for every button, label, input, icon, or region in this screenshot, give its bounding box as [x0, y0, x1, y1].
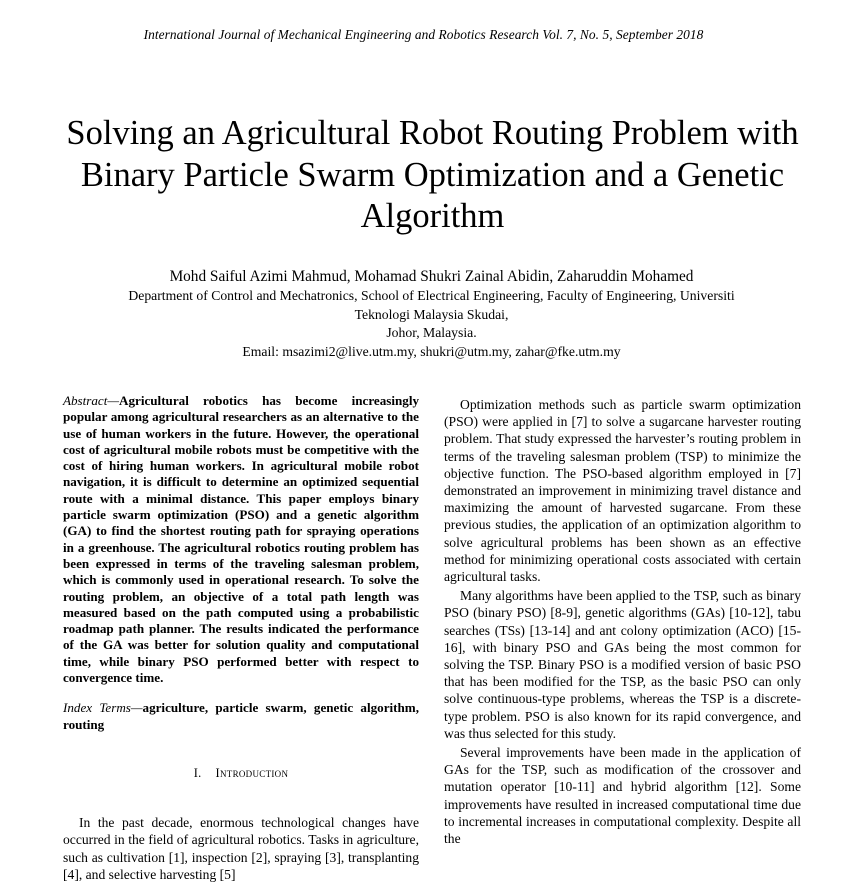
left-column	[63, 393, 419, 883]
section-number: I.	[193, 765, 202, 780]
section-title: Introduction	[215, 765, 289, 780]
email-line: Email: msazimi2@live.utm.my, shukri@utm.my, zahar@fke.utm.my	[242, 343, 621, 359]
index-terms-text: agriculture, particle swarm, genetic algorithm, routing	[63, 700, 419, 732]
journal-header: International Journal of Mechanical Engineering and Robotics Research Vol. 7, No. 5, September 2018	[143, 27, 704, 42]
affiliation-line: Teknologi Malaysia Skudai,	[354, 306, 509, 322]
abstract-text: Agricultural robotics has become increasingly popular among agricultural researchers as an alternative to the use of human workers in the future. However, the operational cost of agricultural mobile robots must be competitive with the cost of hiring human workers. In agricultural mobile robot navigation, it is difficult to determine an optimized sequential route with a minimal distance. This paper employs binary particle swarm optimization (PSO) and a genetic algorithm (GA) to find the shortest routing path for spraying operations in a greenhouse. The agricultural robotics routing problem has been expressed in terms of the traveling salesman problem, which is commonly used in operational research. To solve the routing problem, an objective of a total path length was measured based on the path computed using a probabilistic roadmap path planner. The results indicated the performance of the GA was better for solution quality and computational time, while binary PSO performed better with respect to convergence time.	[63, 393, 419, 686]
body-paragraph: Several improvements have been made in the application of GAs for the TSP, such as modification of the crossover and mutation operator [10-11] and hybrid algorithm [12]. Some improvements have resulted in increased computational time due to incremental increases in computational complexity. Despite all the	[444, 745, 801, 847]
author-list: Mohd Saiful Azimi Mahmud, Mohamad Shukri Zainal Abidin, Zaharuddin Mohamed	[169, 268, 694, 285]
affiliation-line: Johor, Malaysia.	[386, 325, 477, 340]
abstract-label: Abstract—	[63, 393, 120, 408]
index-terms-label: Index Terms—	[63, 700, 143, 716]
affiliation-block	[0, 287, 847, 361]
right-column	[444, 396, 801, 847]
body-paragraph: Optimization methods such as particle swarm optimization (PSO) were applied in [7] to solve a sugarcane harvester routing problem. That study expressed the harvester’s routing problem in terms of the traveling salesman problem (TSP) to minimize the objective function. The PSO-based algorithm employed in [7] demonstrated an improvement in minimizing travel distance and maximizing the amount of harvested sugarcane. From these previous studies, the application of an optimization algorithm to solve agricultural problems has been shown as an effective method for minimizing operational costs associated with certain agricultural tasks.	[444, 397, 801, 585]
body-paragraph: Many algorithms have been applied to the TSP, such as binary PSO (binary PSO) [8-9], genetic algorithms (GAs) [10-12], tabu searches (TSs) [13-14] and ant colony optimization (ACO) [15-16], with binary PSO and GAs being the most common for solving the TSP. Binary PSO is a modified version of basic PSO that has been modified for the TSP, as the basic PSO can only solve continuous-type problems, whereas the TSP is a discrete-type problem. PSO is also known for its rapid convergence, and was thus selected for this study.	[444, 588, 801, 741]
index-terms	[63, 700, 419, 733]
intro-paragraph: In the past decade, enormous technological changes have occurred in the field of agricultural robotics. Tasks in agriculture, such as cultivation [1], inspection [2], spraying [3], transplanting [4], and selective harvesting [5]	[63, 815, 419, 882]
affiliation-line: Department of Control and Mechatronics, School of Electrical Engineering, Faculty of Engineering, Universiti	[128, 288, 735, 303]
paper-title: Solving an Agricultural Robot Routing Problem with Binary Particle Swarm Optimization and a Genetic Algorithm	[66, 114, 799, 235]
section-heading	[63, 765, 419, 781]
abstract	[63, 393, 419, 686]
